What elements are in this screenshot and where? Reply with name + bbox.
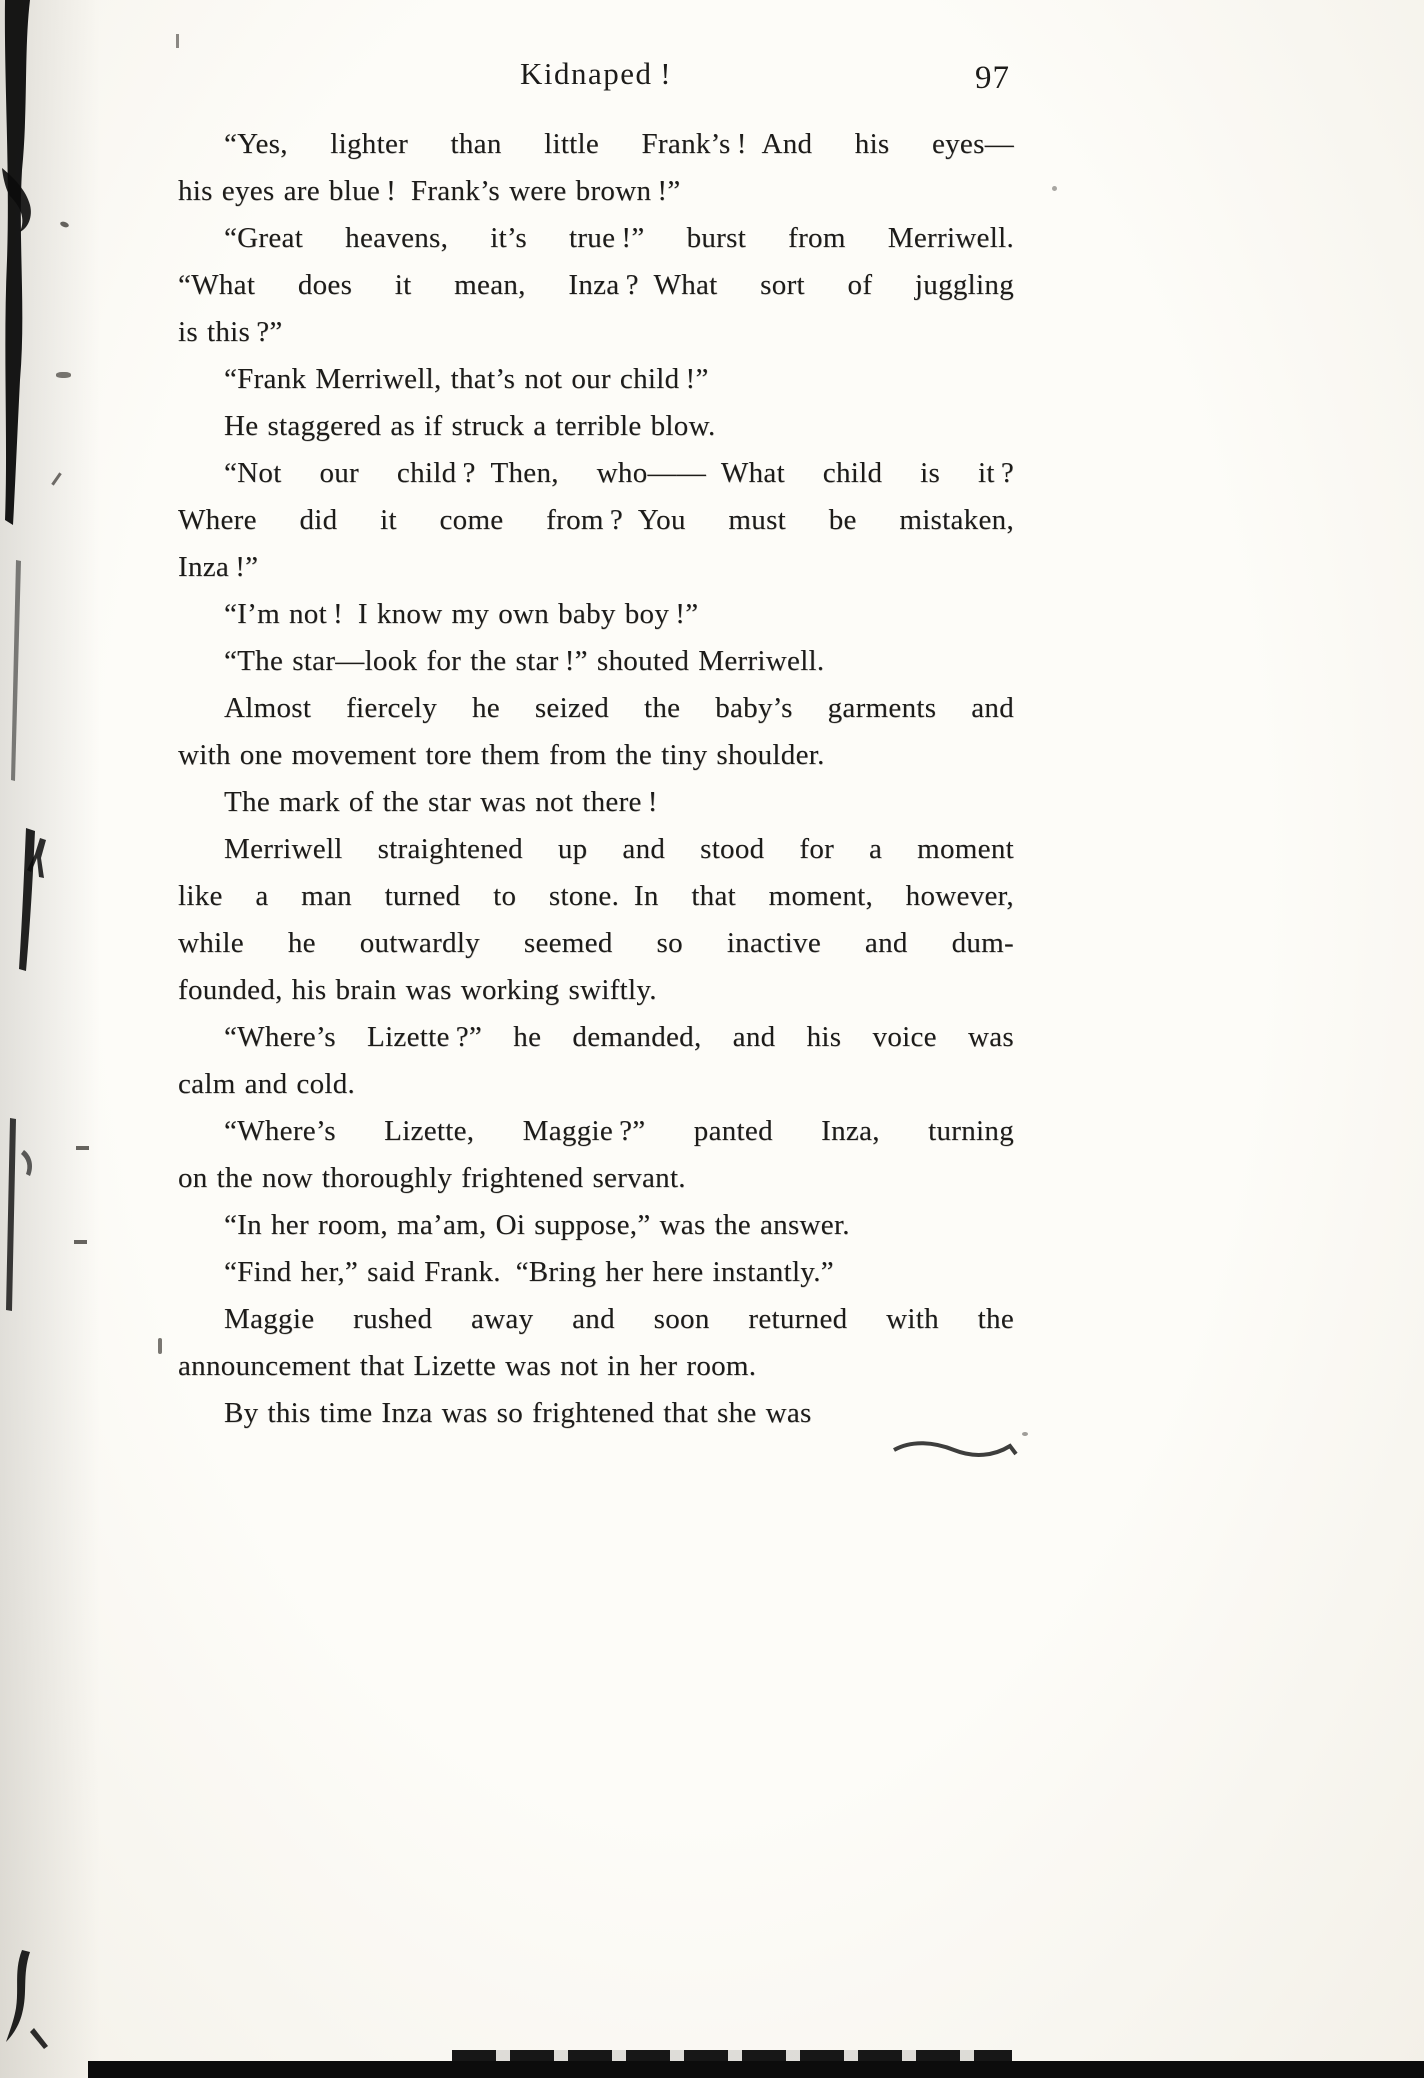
paragraph: [178, 1014, 1014, 1108]
text-line: “Frank Merriwell, that’s not our child !”: [224, 363, 709, 395]
scan-dashed-bar: [452, 2050, 1012, 2061]
text-line: “Where’s Lizette ?” he demanded, and his voice was: [224, 1021, 1014, 1053]
margin-speck: [176, 34, 179, 48]
text-line: “Where’s Lizette, Maggie ?” panted Inza, turning: [224, 1115, 1014, 1147]
text-line: Where did it come from ? You must be mistaken,: [178, 504, 1014, 536]
text-line: his eyes are blue ! Frank’s were brown !”: [178, 175, 681, 207]
text-line: “Find her,” said Frank. “Bring her here instantly.”: [224, 1256, 834, 1288]
margin-speck: [74, 1240, 87, 1244]
running-head: [178, 56, 1014, 104]
margin-speck: [56, 372, 71, 378]
text-line: “In her room, ma’am, Oi suppose,” was the answer.: [224, 1209, 850, 1241]
paragraph: [178, 356, 1014, 403]
text-line: “I’m not ! I know my own baby boy !”: [224, 598, 699, 630]
text-line: Merriwell straightened up and stood for a moment: [224, 833, 1014, 865]
text-line: like a man turned to stone. In that moment, however,: [178, 880, 1014, 912]
paragraph: [178, 638, 1014, 685]
text-line: while he outwardly seemed so inactive and dum-: [178, 927, 1014, 959]
paragraph: [178, 121, 1014, 215]
text-line: announcement that Lizette was not in her room.: [178, 1350, 757, 1382]
text-line: “Not our child ? Then, who—— What child is it ?: [224, 457, 1014, 489]
text-line: “Great heavens, it’s true !” burst from Merriwell.: [224, 222, 1014, 254]
paragraph: [178, 826, 1014, 1014]
paragraph: [178, 1296, 1014, 1390]
text-line: Inza !”: [178, 551, 259, 583]
text-line: is this ?”: [178, 316, 283, 348]
text-line: “What does it mean, Inza ? What sort of juggling: [178, 269, 1014, 301]
text-line: on the now thoroughly frightened servant.: [178, 1162, 686, 1194]
margin-speck: [158, 1338, 162, 1354]
text-line: Almost fiercely he seized the baby’s garments and: [224, 692, 1014, 724]
page-number: 97: [975, 60, 1010, 96]
text-line: “Yes, lighter than little Frank’s ! And his eyes—: [224, 128, 1014, 160]
page-title: Kidnaped !: [519, 56, 673, 91]
text-line: “The star—look for the star !” shouted Merriwell.: [224, 645, 825, 677]
text-line: founded, his brain was working swiftly.: [178, 974, 657, 1006]
text-line: with one movement tore them from the tiny shoulder.: [178, 739, 825, 771]
text-line: calm and cold.: [178, 1068, 356, 1100]
paragraph: [178, 685, 1014, 779]
paragraph: [178, 591, 1014, 638]
paragraph: [178, 1390, 1014, 1437]
text-line: By this time Inza was so frightened that she was: [224, 1397, 812, 1429]
paragraph: [178, 215, 1014, 356]
margin-speck: [76, 1146, 89, 1150]
paragraph: [178, 1108, 1014, 1202]
page-text: [178, 121, 1014, 1437]
margin-speck: [1052, 186, 1057, 191]
margin-speck: [1022, 1432, 1028, 1436]
paragraph: [178, 779, 1014, 826]
binding-ink-marks: [0, 0, 140, 2078]
text-line: Maggie rushed away and soon returned with the: [224, 1303, 1014, 1335]
paragraph: [178, 1249, 1014, 1296]
paragraph: [178, 403, 1014, 450]
text-line: The mark of the star was not there !: [224, 786, 658, 818]
text-line: He staggered as if struck a terrible blow.: [224, 410, 716, 442]
squiggle-mark: [890, 1430, 1020, 1470]
paragraph: [178, 450, 1014, 591]
scan-bottom-bar: [88, 2061, 1424, 2078]
paragraph: [178, 1202, 1014, 1249]
